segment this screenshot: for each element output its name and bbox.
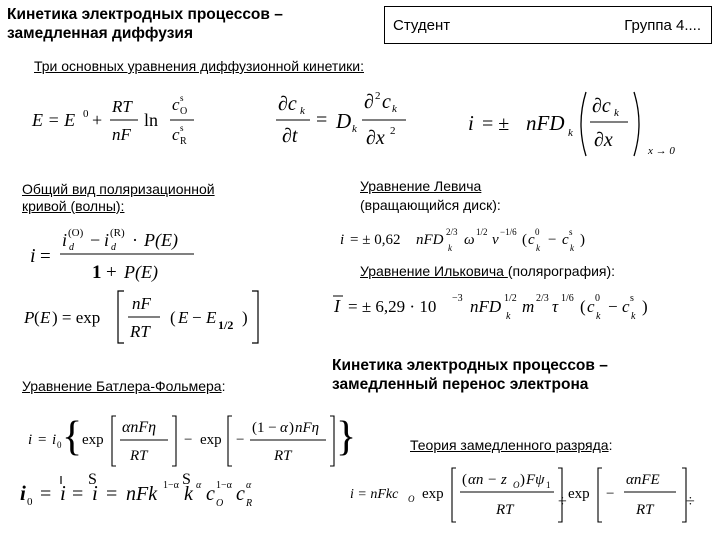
bv-minus2: − bbox=[236, 432, 245, 448]
fick-eq: = bbox=[316, 109, 328, 131]
bv-num2b: α bbox=[280, 420, 288, 436]
pol-numerator: i bbox=[62, 230, 68, 250]
page-title bbox=[7, 5, 283, 43]
bv-i0-sub: 0 bbox=[57, 440, 62, 450]
bv-exp1: exp bbox=[82, 432, 104, 448]
ilk-const: = ± 6,29 · 10 bbox=[348, 297, 437, 316]
levich-equation bbox=[336, 222, 636, 256]
lev-c1-sup: 0 bbox=[535, 227, 540, 237]
slow-discharge-label-underlined: Теория замедленного разряда bbox=[410, 437, 609, 453]
pe-lhs2: ( bbox=[34, 308, 40, 327]
bv-i: i bbox=[28, 432, 33, 448]
butler-volmer-label bbox=[22, 378, 225, 395]
levich-label: Уравнение Левича bbox=[360, 178, 482, 194]
nernst-sup: 0 bbox=[83, 108, 89, 120]
fick-partial-t: ∂t bbox=[282, 125, 298, 147]
student-group-box bbox=[384, 6, 712, 44]
pol-one: 1 bbox=[92, 262, 102, 283]
sd-brk1: ÷ bbox=[558, 493, 567, 510]
nernst-c-num: c bbox=[172, 95, 180, 114]
sd-lhs: i = nFkc bbox=[350, 487, 399, 502]
nernst-c-den: c bbox=[172, 125, 180, 144]
lev-c2-sup: s bbox=[569, 227, 573, 237]
pe-minus: − bbox=[192, 308, 202, 327]
fick-dx2: ∂x bbox=[366, 127, 385, 149]
group-label: Группа 4.... bbox=[624, 17, 701, 34]
sd-num1c: ) bbox=[520, 472, 525, 488]
polarization-curve-label bbox=[22, 181, 215, 215]
ilkovich-equation bbox=[330, 286, 660, 326]
fick-d2c: ∂ bbox=[364, 91, 374, 113]
butler-volmer-equation bbox=[26, 408, 356, 472]
polarization-curve-equation bbox=[26, 222, 226, 288]
fick-c: c bbox=[382, 91, 391, 113]
ilk-paren1: ( bbox=[580, 297, 586, 316]
ex-cr: c bbox=[236, 483, 245, 505]
bv-minus: − bbox=[184, 432, 193, 448]
ex-eq1: = bbox=[40, 483, 52, 505]
ilk-k: k bbox=[506, 311, 511, 322]
fick-sup2a: 2 bbox=[375, 90, 381, 102]
diffusion-equations-label: Три основных уравнения диффузионной кинетики: bbox=[34, 58, 364, 74]
pe-lhs: P bbox=[24, 308, 35, 327]
lev-c1: c bbox=[528, 232, 535, 248]
ex-ia: i bbox=[60, 481, 66, 505]
ilk-tau: τ bbox=[552, 297, 559, 316]
sd-den1: RT bbox=[496, 502, 514, 518]
pol-dot: · bbox=[132, 230, 138, 250]
bv-bracket2-right bbox=[330, 416, 334, 466]
pe-nf: nF bbox=[132, 294, 151, 313]
slow-discharge-label-plain: : bbox=[608, 437, 613, 453]
lev-sup2: 1/2 bbox=[476, 227, 488, 237]
lev-omega: ω bbox=[464, 232, 475, 248]
electron-transfer-title-line2: замедленный перенос электрона bbox=[332, 376, 589, 393]
nernst-c-num-sup: s bbox=[180, 93, 184, 103]
p-of-e-equation bbox=[20, 287, 280, 347]
ex-co: c bbox=[206, 483, 215, 505]
ilk-c1-sup: 0 bbox=[595, 293, 600, 304]
nernst-plus: + bbox=[92, 110, 103, 130]
bv-brace-right: } bbox=[336, 414, 356, 460]
nernst-equation bbox=[26, 88, 226, 154]
bv-brace-left: { bbox=[62, 414, 83, 460]
pol-pe: P(E) bbox=[144, 230, 178, 250]
ex-k2-mark: S bbox=[182, 471, 191, 488]
sd-exp1: exp bbox=[422, 486, 444, 502]
current-gradient-equation bbox=[462, 86, 702, 158]
ex-ic-mark: S bbox=[88, 471, 97, 488]
butler-volmer-label-plain: : bbox=[221, 378, 226, 394]
ilk-sup3: 1/6 bbox=[561, 293, 574, 304]
grad-k2: k bbox=[614, 107, 619, 119]
bv-exp2: exp bbox=[200, 432, 222, 448]
pol-sup-r: (R) bbox=[110, 227, 125, 239]
ex-sup2: α bbox=[196, 480, 202, 491]
ex-ic: i bbox=[92, 481, 98, 505]
pol-i2: i bbox=[104, 230, 110, 250]
pe-lhs4: ) = exp bbox=[52, 308, 101, 327]
electron-transfer-title-line1: Кинетика электродных процессов – bbox=[332, 357, 608, 374]
sd-num1b: αn − z bbox=[468, 472, 507, 488]
bv-num1: αnFη bbox=[122, 419, 157, 436]
nernst-rt: RT bbox=[112, 97, 132, 116]
ex-eq2: = bbox=[72, 483, 84, 505]
fick-sup2b: 2 bbox=[390, 125, 396, 137]
ilk-c2-sup: s bbox=[630, 293, 634, 304]
pol-minus: − bbox=[90, 230, 101, 250]
lev-nfd: nFD bbox=[416, 232, 444, 248]
nernst-ln: ln bbox=[144, 110, 159, 130]
fick-k1: k bbox=[300, 105, 305, 117]
ilk-c1-sub: k bbox=[596, 311, 601, 322]
lev-c1-sub: k bbox=[536, 243, 540, 253]
page-title-line1: Кинетика электродных процессов – bbox=[7, 6, 283, 23]
sd-sub-o: O bbox=[408, 494, 415, 504]
nernst-c-den-sup: s bbox=[180, 123, 184, 133]
lev-paren2: ) bbox=[580, 232, 585, 248]
fick-k3: k bbox=[392, 103, 397, 115]
ilk-nfd: nFD bbox=[470, 297, 502, 316]
lev-k: k bbox=[448, 243, 452, 253]
bv-num2a: (1 − bbox=[252, 420, 277, 436]
pol-pe2: P(E) bbox=[124, 262, 158, 282]
ilk-c2-sub: k bbox=[631, 311, 636, 322]
ilkovich-label-underlined: Уравнение Ильковича bbox=[360, 263, 508, 279]
ilk-i: I bbox=[334, 296, 340, 316]
fick-k2: k bbox=[352, 123, 357, 135]
ex-nfk: nFk bbox=[126, 483, 158, 505]
pol-plus: + bbox=[106, 262, 117, 283]
sd-num2: αnFE bbox=[626, 472, 660, 488]
sd-brk2: ÷ bbox=[686, 493, 695, 510]
ex-co-sub: O bbox=[216, 498, 224, 509]
pol-sub-d1: d bbox=[69, 242, 74, 253]
nernst-lhs: E = E bbox=[32, 110, 76, 130]
ex-eq3: = bbox=[106, 483, 118, 505]
bv-num2d: nFη bbox=[295, 420, 320, 436]
sd-exp2: exp bbox=[568, 486, 590, 502]
ilk-sup1: 1/2 bbox=[504, 293, 517, 304]
lev-c2: c bbox=[562, 232, 569, 248]
sd-minus: − bbox=[606, 486, 615, 502]
polarization-curve-label-line1: Общий вид поляризационной bbox=[22, 181, 215, 197]
ilkovich-label-plain: (полярография): bbox=[507, 263, 616, 279]
grad-sub: x → 0 bbox=[648, 145, 675, 157]
lev-sup3: −1/6 bbox=[500, 227, 517, 237]
ilk-sup2: 2/3 bbox=[536, 293, 549, 304]
fick-d: D bbox=[336, 109, 352, 133]
ex-k2: k bbox=[184, 483, 193, 505]
ilk-m: m bbox=[522, 297, 535, 316]
sd-num1d: Fψ bbox=[526, 472, 545, 488]
lev-sup1: 2/3 bbox=[446, 227, 458, 237]
polarization-curve-label-line2: кривой (волны): bbox=[22, 198, 125, 214]
nernst-c-den-sub: R bbox=[180, 136, 187, 147]
lev-minus: − bbox=[548, 232, 557, 248]
lev-nu: ν bbox=[492, 232, 499, 248]
ex-cr-sup: α bbox=[246, 480, 252, 491]
butler-volmer-label-underlined: Уравнение Батлера-Фольмера bbox=[22, 378, 222, 394]
pe-paren-close: ) bbox=[242, 308, 248, 327]
slow-discharge-equation bbox=[346, 462, 718, 528]
grad-nfd: nFD bbox=[526, 111, 565, 135]
fick-equation bbox=[270, 86, 430, 156]
bv-eq: = bbox=[38, 432, 47, 448]
bv-i0: i bbox=[52, 432, 57, 448]
page-title-line2: замедленная диффузия bbox=[7, 25, 193, 42]
grad-k: k bbox=[568, 127, 573, 139]
lev-i: i bbox=[340, 232, 345, 248]
pe-half: 1/2 bbox=[218, 318, 234, 332]
pol-i: i bbox=[30, 245, 36, 267]
nernst-c-num-sub: O bbox=[180, 106, 188, 117]
slow-discharge-label bbox=[410, 437, 612, 454]
pe-rt: RT bbox=[130, 322, 150, 341]
lev-const: = ± 0,62 bbox=[350, 232, 401, 248]
sd-num1a: ( bbox=[462, 472, 467, 488]
grad-paren-right bbox=[634, 92, 639, 156]
pol-sup-o: (O) bbox=[68, 227, 84, 239]
sd-num1-sub: O bbox=[513, 480, 520, 490]
ilkovich-label bbox=[360, 263, 615, 280]
ex-sup1: 1−α bbox=[163, 480, 179, 491]
ex-i0-sub: 0 bbox=[27, 496, 33, 508]
ex-i0: i bbox=[20, 481, 26, 505]
nernst-nf: nF bbox=[112, 125, 131, 144]
ilk-c2: c bbox=[622, 297, 630, 316]
ilk-minus: − bbox=[608, 297, 618, 316]
student-label: Студент bbox=[393, 17, 451, 34]
pe-e: E bbox=[178, 308, 189, 327]
ex-co-sup: 1−α bbox=[216, 480, 232, 491]
grad-dc: ∂c bbox=[592, 95, 611, 117]
bv-bracket2-left bbox=[228, 416, 232, 466]
ex-cr-sub: R bbox=[246, 498, 253, 509]
fick-partial-c: ∂c bbox=[278, 93, 297, 115]
lev-paren1: ( bbox=[522, 232, 527, 248]
bv-den2: RT bbox=[274, 448, 292, 464]
bv-den1: RT bbox=[130, 448, 148, 464]
exchange-current-equation bbox=[14, 470, 274, 514]
grad-dx: ∂x bbox=[594, 129, 613, 151]
grad-paren-left bbox=[581, 92, 586, 156]
pe-bracket-left bbox=[118, 291, 124, 343]
sd-bracket1-left bbox=[452, 468, 456, 522]
lev-c2-sub: k bbox=[570, 243, 574, 253]
sd-num1-sub2: 1 bbox=[546, 480, 551, 490]
pe-lhs3: E bbox=[40, 308, 51, 327]
electron-transfer-title bbox=[332, 356, 608, 394]
ilk-c1: c bbox=[587, 297, 595, 316]
bv-num2c: ) bbox=[289, 420, 294, 436]
bv-bracket1-left bbox=[112, 416, 116, 466]
pol-eq: = bbox=[40, 246, 51, 267]
sd-den2: RT bbox=[636, 502, 654, 518]
levich-sublabel: (вращающийся диск): bbox=[360, 197, 501, 213]
pe-paren-open: ( bbox=[170, 308, 176, 327]
bv-bracket1-right bbox=[172, 416, 176, 466]
ilk-exp: −3 bbox=[452, 293, 463, 304]
pol-sub-d2: d bbox=[111, 242, 116, 253]
grad-eq: = ± bbox=[482, 113, 510, 135]
pe-bracket-right bbox=[252, 291, 258, 343]
ilk-paren2: ) bbox=[642, 297, 648, 316]
pe-e2: E bbox=[206, 308, 217, 327]
grad-i: i bbox=[468, 111, 474, 135]
sd-bracket2-left bbox=[598, 468, 602, 522]
